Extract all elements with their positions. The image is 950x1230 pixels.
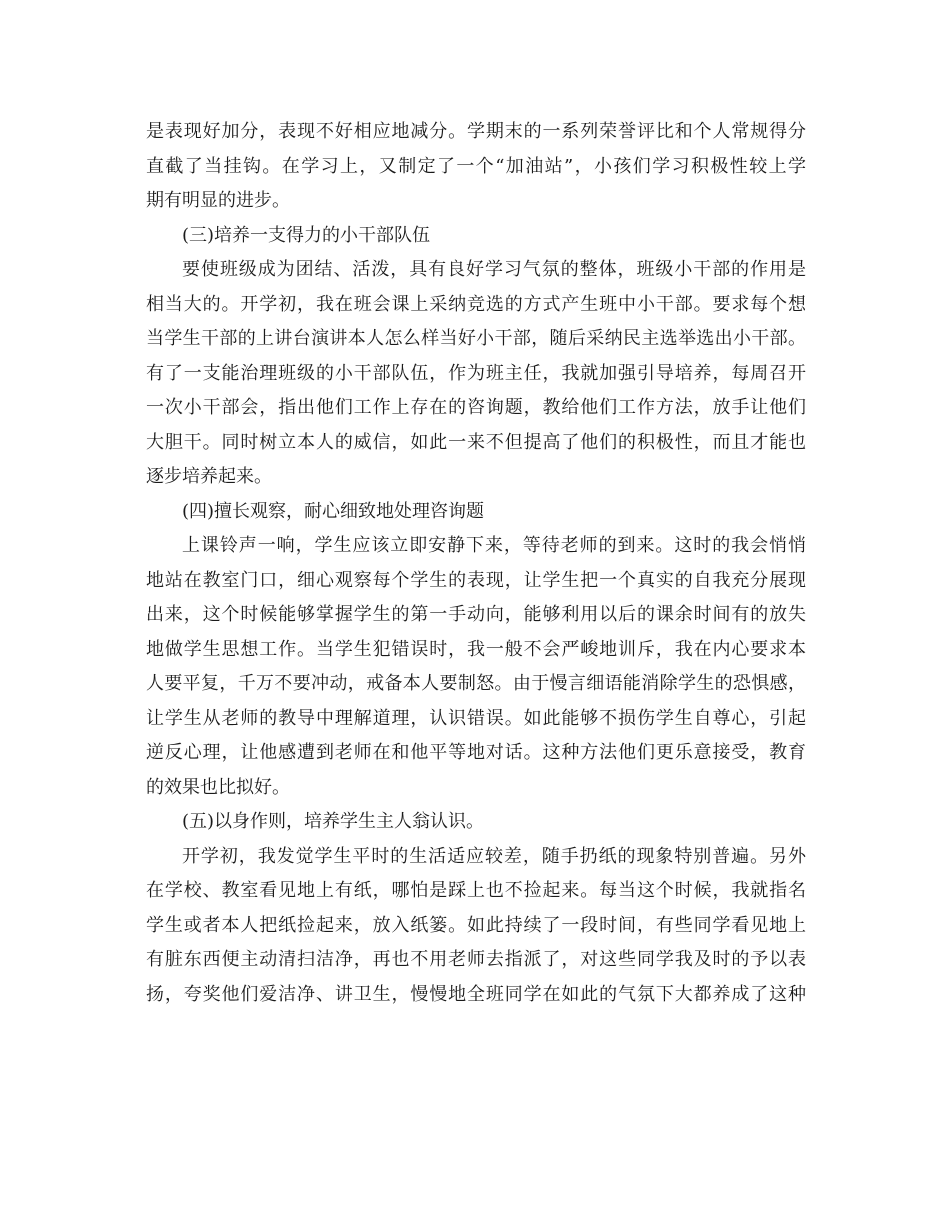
text-line: 有脏东西便主动清扫洁净，再也不用老师去指派了，对这些同学我及时的予以表 [146, 949, 806, 970]
section-heading: (四)擅长观察，耐心细致地处理咨询题 [182, 500, 485, 522]
text-line: 的效果也比拟好。 [146, 776, 290, 798]
text-line: 出来，这个时候能够掌握学生的第一手动向，能够利用以后的课余时间有的放失 [146, 604, 806, 625]
section-heading: (三)培养一支得力的小干部队伍 [182, 224, 431, 246]
text-line: 人要平复，千万不要冲动，戒备本人要制怒。由于慢言细语能消除学生的恐惧感， [146, 673, 806, 694]
text-line: 在学校、教室看见地上有纸，哪怕是踩上也不捡起来。每当这个时候，我就指名 [146, 880, 806, 901]
text-line: 逐步培养起来。 [146, 466, 272, 487]
text-line: 扬，夸奖他们爱洁净、讲卫生，慢慢地全班同学在如此的气氛下大都养成了这种 [146, 983, 806, 1005]
section-heading: (五)以身作则，培养学生主人翁认识。 [182, 811, 485, 832]
text-line: 地站在教室门口，细心观察每个学生的表现，让学生把一个真实的自我充分展现 [146, 569, 806, 591]
text-line: 地做学生思想工作。当学生犯错误时，我一般不会严峻地训斥，我在内心要求本 [146, 638, 806, 660]
text-line: 上课铃声一响，学生应该立即安静下来，等待老师的到来。这时的我会悄悄 [182, 535, 806, 556]
text-line: 要使班级成为团结、活泼，具有良好学习气氛的整体，班级小干部的作用是 [182, 259, 806, 280]
text-line: 逆反心理，让他感遭到老师在和他平等地对话。这种方法他们更乐意接受，教育 [146, 742, 806, 763]
document-body [146, 115, 806, 1012]
text-line: 学生或者本人把纸捡起来，放入纸篓。如此持续了一段时间，有些同学看见地上 [146, 914, 806, 936]
text-line: 大胆干。同时树立本人的威信，如此一来不但提高了他们的积极性，而且才能也 [146, 431, 806, 453]
text-line: 相当大的。开学初，我在班会课上采纳竞选的方式产生班中小干部。要求每个想 [146, 293, 806, 315]
text-line: 一次小干部会，指出他们工作上存在的咨询题，教给他们工作方法，放手让他们 [146, 397, 806, 418]
text-line: 直截了当挂钩。在学习上，又制定了一个“加油站”，小孩们学习积极性较上学 [146, 155, 806, 177]
text-line: 当学生干部的上讲台演讲本人怎么样当好小干部，随后采纳民主选举选出小干部。 [146, 328, 806, 349]
text-line: 让学生从老师的教导中理解道理，认识错误。如此能够不损伤学生自尊心，引起 [146, 707, 806, 729]
text-line: 期有明显的进步。 [146, 190, 290, 211]
text-line: 是表现好加分，表现不好相应地减分。学期末的一系列荣誉评比和个人常规得分 [146, 121, 806, 142]
text-line: 开学初，我发觉学生平时的生活适应较差，随手扔纸的现象特别普遍。另外 [182, 845, 806, 867]
text-line: 有了一支能治理班级的小干部队伍，作为班主任，我就加强引导培养，每周召开 [146, 362, 806, 384]
